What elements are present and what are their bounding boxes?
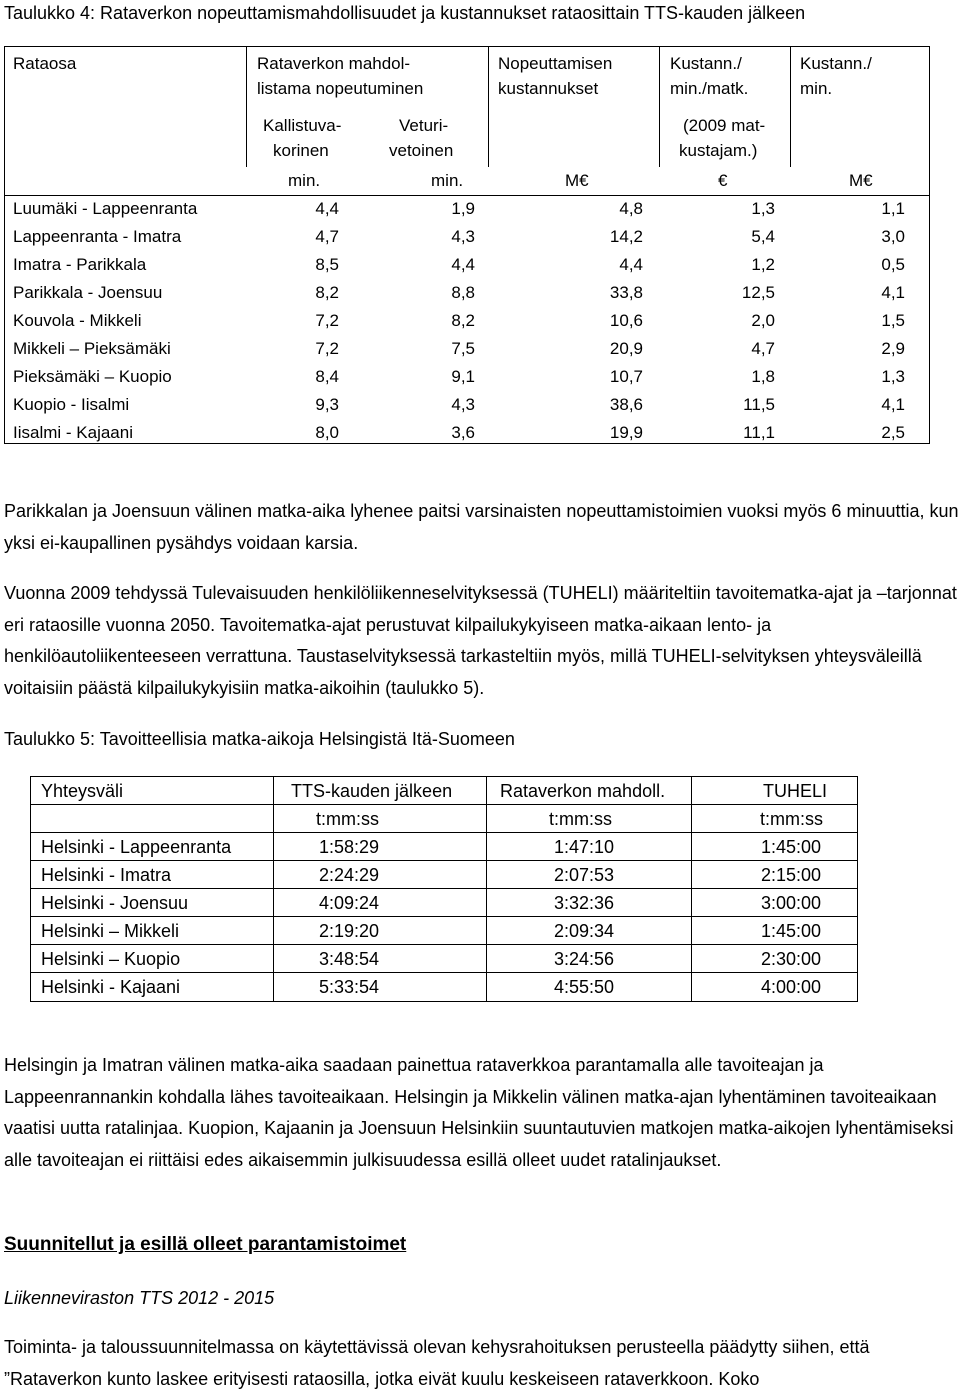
table5-cell-rata: 2:09:34 (554, 921, 615, 941)
table4-cell-vet: 9,1 (451, 367, 475, 386)
table5-row (31, 861, 857, 889)
table4-cell-rataosa: Lappeenranta - Imatra (13, 227, 182, 246)
table4-header-nopeuttaminen-2: kustannukset (498, 79, 599, 98)
table4-row (5, 251, 929, 279)
table5 (30, 776, 858, 1002)
table4-unit-kall: min. (288, 171, 321, 190)
table5-cell-rata: 3:24:56 (554, 949, 615, 969)
table4-cell-kmin: 3,0 (881, 227, 905, 246)
table4-row (5, 307, 929, 335)
table4-divider (790, 47, 791, 167)
table4-cell-rataosa: Iisalmi - Kajaani (13, 423, 133, 442)
table4-header-rataosa: Rataosa (13, 54, 77, 73)
table5-header-tts: TTS-kauden jälkeen (291, 781, 453, 801)
table5-cell-yhteysvali: Helsinki - Lappeenranta (41, 837, 232, 857)
table4-cell-kall: 4,7 (315, 227, 339, 246)
table4-cell-kmatk: 11,5 (743, 395, 775, 414)
table5-cell-yhteysvali: Helsinki – Kuopio (41, 949, 181, 969)
table5-units-row (31, 805, 857, 833)
table4-header-kustann-min-1: Kustann./ (800, 54, 872, 73)
table5-cell-rata: 3:32:36 (554, 893, 615, 913)
table4-header-kustann-matk-1: Kustann./ (670, 54, 742, 73)
table4-cell-nop: 20,9 (609, 339, 643, 358)
table5-unit-tuheli: t:mm:ss (760, 809, 823, 829)
table4-subheader-kallistuva-2: korinen (273, 141, 329, 160)
paragraph-2 (4, 578, 959, 704)
paragraph-1-text: Parikkalan ja Joensuun välinen matka-aika lyhenee paitsi varsinaisten nopeuttamistoimien vuoksi myös 6 minuuttia, kun yksi ei-kaupallinen pysähdys voidaan karsia. (4, 501, 959, 553)
table5-cell-rata: 4:55:50 (554, 977, 615, 997)
table4-cell-kmatk: 1,8 (751, 367, 775, 386)
table5-cell-tuheli: 2:15:00 (761, 865, 822, 885)
table5-header-tuheli: TUHELI (763, 781, 828, 801)
table4-cell-rataosa: Luumäki - Lappeenranta (13, 199, 198, 218)
table4-unit-kmin: M€ (849, 171, 873, 190)
table4 (4, 46, 930, 444)
table5-cell-tuheli: 1:45:00 (761, 921, 822, 941)
table4-cell-kmin: 4,1 (881, 283, 905, 302)
table4-row (5, 279, 929, 307)
table4-cell-nop: 14,2 (609, 227, 643, 246)
table4-subheader-2009-1: (2009 mat- (683, 116, 766, 135)
table5-cell-yhteysvali: Helsinki – Mikkeli (41, 921, 180, 941)
table4-cell-kmatk: 12,5 (741, 283, 775, 302)
table4-cell-rataosa: Pieksämäki – Kuopio (13, 367, 172, 386)
table4-row (5, 223, 929, 251)
table5-divider (273, 777, 274, 1001)
table4-unit-nop: M€ (565, 171, 589, 190)
table4-cell-kmin: 4,1 (881, 395, 905, 414)
table4-header-mahdol-1: Rataverkon mahdol- (257, 54, 411, 73)
table4-cell-nop: 19,9 (609, 423, 643, 442)
table5-unit-tts: t:mm:ss (316, 809, 379, 829)
table4-cell-kmatk: 1,2 (751, 255, 775, 274)
table4-cell-kall: 7,2 (315, 339, 339, 358)
paragraph-2-text: Vuonna 2009 tehdyssä Tulevaisuuden henkilöliikenneselvityksessä (TUHELI) määriteltiin tavoitematka-ajat ja –tarjonnat eri rataosille vuonna 2050. Tavoitematka-ajat perustuvat kilpailukykyiseen matka-aikaan lento- ja henkilöautoliikenteeseen verrattuna. Taustaselvityksessä tarkasteltiin myös, millä TUHELI-selvityksen yhteysväleillä voitaisiin päästä kilpailukykyisiin matka-aikoihin (taulukko 5). (4, 583, 957, 698)
table5-header-rataverkon: Rataverkon mahdoll. (500, 781, 666, 801)
table4-divider (246, 47, 247, 167)
table4-cell-kmin: 1,1 (881, 199, 905, 218)
table5-cell-rata: 1:47:10 (554, 837, 615, 857)
table5-cell-tts: 1:58:29 (319, 837, 380, 857)
table4-cell-vet: 4,3 (451, 395, 475, 414)
table4-cell-vet: 7,5 (451, 339, 475, 358)
table5-cell-tuheli: 2:30:00 (761, 949, 822, 969)
table4-cell-rataosa: Mikkeli – Pieksämäki (13, 339, 171, 358)
table4-subheader-kallistuva-1: Kallistuva- (263, 116, 342, 135)
table4-cell-vet: 4,4 (451, 255, 475, 274)
table5-row (31, 917, 857, 945)
section-heading: Suunnitellut ja esillä olleet parantamistoimet (4, 1234, 407, 1255)
table4-cell-kmin: 0,5 (881, 255, 905, 274)
table4-cell-rataosa: Kuopio - Iisalmi (13, 395, 130, 414)
table4-cell-vet: 4,3 (451, 227, 475, 246)
paragraph-3 (4, 1050, 959, 1176)
table4-row (5, 195, 929, 223)
table4-cell-kmin: 2,5 (881, 423, 905, 442)
paragraph-3-text: Helsingin ja Imatran välinen matka-aika saadaan painettua rataverkkoa parantamalla alle tavoiteajan ja Lappeenrannankin kohdalla lähes tavoiteaikaan. Helsingin ja Mikkelin välinen matka-ajan lyhentäminen tavoiteaikaan vaatisi uutta ratalinjaa. Kuopion, Kajaanin ja Joensuun Helsinkiin suuntautuvien matkojen matka-aikojen lyhentämiseksi alle tavoiteajan ei riittäisi edes aikaisemmin julkisuudessa esillä olleet uudet ratalinjaukset. (4, 1055, 954, 1170)
table5-cell-rata: 2:07:53 (554, 865, 615, 885)
table5-row (31, 833, 857, 861)
table4-unit-vet: min. (431, 171, 464, 190)
table4-cell-kmatk: 1,3 (751, 199, 775, 218)
table5-cell-tts: 2:24:29 (319, 865, 380, 885)
paragraph-4 (4, 1332, 959, 1395)
table5-header-yhteysvali: Yhteysväli (41, 781, 124, 801)
table4-cell-vet: 1,9 (451, 199, 475, 218)
table4-divider (659, 47, 660, 167)
table5-header-row (31, 777, 857, 805)
table4-cell-nop: 4,4 (619, 255, 643, 274)
table4-cell-nop: 38,6 (609, 395, 643, 414)
table5-row (31, 945, 857, 973)
table4-row (5, 391, 929, 419)
table4-header-kustann-matk-2: min./matk. (670, 79, 749, 98)
table4-cell-kall: 7,2 (315, 311, 339, 330)
table5-caption: Taulukko 5: Tavoitteellisia matka-aikoja Helsingistä Itä-Suomeen (4, 729, 515, 749)
table4-cell-vet: 3,6 (451, 423, 475, 442)
table4-cell-rataosa: Kouvola - Mikkeli (13, 311, 142, 330)
table4-cell-vet: 8,8 (451, 283, 475, 302)
table4-row (5, 363, 929, 391)
table4-cell-kall: 8,4 (315, 367, 339, 386)
table4-cell-kmatk: 4,7 (751, 339, 775, 358)
table4-subheader-veturi-1: Veturi- (399, 116, 449, 135)
table4-row (5, 335, 929, 363)
table4-cell-kall: 8,0 (315, 423, 339, 442)
table5-row (31, 973, 857, 1001)
table4-cell-rataosa: Parikkala - Joensuu (13, 283, 163, 302)
paragraph-4-text: Toiminta- ja taloussuunnitelmassa on käytettävissä olevan kehysrahoituksen perusteella päädytty siihen, että ”Rataverkon kunto laskee erityisesti rataosilla, jotka eivät kuulu keskeiseen rataverkkoon. Koko (4, 1337, 870, 1389)
table4-divider (488, 47, 489, 167)
table5-cell-tts: 4:09:24 (319, 893, 380, 913)
table4-cell-kall: 9,3 (315, 395, 339, 414)
table4-cell-kmin: 1,3 (881, 367, 905, 386)
table5-row (31, 889, 857, 917)
section-subheading: Liikenneviraston TTS 2012 - 2015 (4, 1288, 275, 1308)
table5-cell-tts: 3:48:54 (319, 949, 380, 969)
table5-cell-tuheli: 3:00:00 (761, 893, 822, 913)
table4-header-kustann-min-2: min. (800, 79, 833, 98)
table5-divider (486, 777, 487, 1001)
table5-cell-yhteysvali: Helsinki - Imatra (41, 865, 172, 885)
table5-unit-rata: t:mm:ss (549, 809, 612, 829)
table5-divider (691, 777, 692, 1001)
table5-cell-yhteysvali: Helsinki - Joensuu (41, 893, 189, 913)
table4-cell-kall: 4,4 (315, 199, 339, 218)
table5-cell-yhteysvali: Helsinki - Kajaani (41, 977, 181, 997)
table4-cell-kmin: 2,9 (881, 339, 905, 358)
table4-subheader-veturi-2: vetoinen (389, 141, 454, 160)
table4-cell-nop: 10,6 (609, 311, 643, 330)
table4-header-mahdol-2: listama nopeutuminen (257, 79, 424, 98)
table4-cell-kall: 8,5 (315, 255, 339, 274)
table4-cell-kall: 8,2 (315, 283, 339, 302)
table5-cell-tts: 5:33:54 (319, 977, 380, 997)
table4-cell-kmatk: 2,0 (751, 311, 775, 330)
table4-cell-nop: 33,8 (609, 283, 643, 302)
table4-units-row (5, 167, 929, 195)
table4-cell-kmatk: 11,1 (743, 423, 775, 442)
table4-subheader-2009-2: kustajam.) (679, 141, 758, 160)
table4-unit-kmatk: € (718, 171, 728, 190)
table4-cell-nop: 10,7 (609, 367, 643, 386)
table4-cell-kmin: 1,5 (881, 311, 905, 330)
table4-caption: Taulukko 4: Rataverkon nopeuttamismahdollisuudet ja kustannukset rataosittain TTS-kauden jälkeen (4, 3, 806, 23)
table5-cell-tuheli: 1:45:00 (761, 837, 822, 857)
table4-cell-nop: 4,8 (619, 199, 643, 218)
paragraph-1 (4, 496, 959, 559)
table4-cell-kmatk: 5,4 (751, 227, 775, 246)
table4-cell-vet: 8,2 (451, 311, 475, 330)
table5-cell-tuheli: 4:00:00 (761, 977, 822, 997)
table5-cell-tts: 2:19:20 (319, 921, 380, 941)
table4-cell-rataosa: Imatra - Parikkala (13, 255, 147, 274)
table4-header-nopeuttaminen-1: Nopeuttamisen (498, 54, 613, 73)
table4-row (5, 419, 929, 447)
